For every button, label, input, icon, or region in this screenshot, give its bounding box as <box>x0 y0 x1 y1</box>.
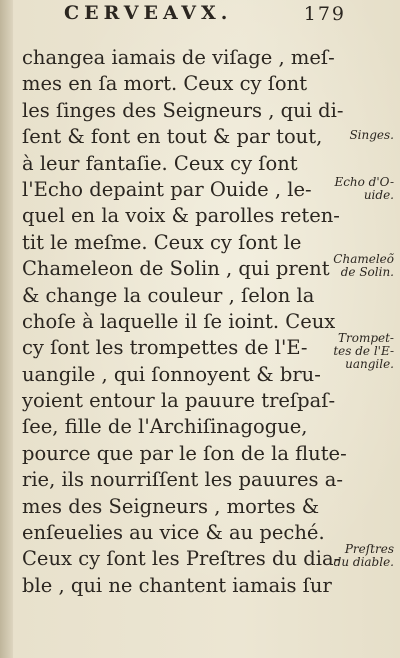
text-line: pource que par le ſon de la flute- <box>22 441 347 465</box>
text-line: mes en ſa mort. Ceux cy ſont <box>22 72 308 96</box>
text-line: les ſinges des Seigneurs , qui di- <box>22 98 344 122</box>
text-line: enſeuelies au vice & au peché. <box>22 521 325 545</box>
marginal-note-line: tes de l'E- <box>333 344 394 358</box>
text-line: uangile , qui ſonnoyent & bru- <box>22 362 321 386</box>
text-line: ſent & font en tout & par tout, <box>22 125 323 149</box>
marginal-note-line: uangile. <box>345 357 394 371</box>
running-head: CERVEAVX. <box>64 2 233 24</box>
marginal-note-echo <box>334 176 394 202</box>
marginal-note-trompettes <box>333 332 394 371</box>
text-line: yoient entour la pauure treſpaſ- <box>22 389 336 413</box>
text-line: Chameleon de Solin , qui prent <box>22 257 330 281</box>
text-line: cy ſont les trompettes de l'E- <box>22 336 308 360</box>
text-line: Ceux cy ſont les Preſtres du dia- <box>22 547 341 571</box>
text-line: à leur fantaſie. Ceux cy ſont <box>22 151 298 175</box>
marginal-note-line: Preſtres <box>344 542 394 556</box>
marginal-note-line: du diable. <box>333 555 394 569</box>
marginal-note-line: Singes. <box>349 128 394 142</box>
marginal-note-line: uide. <box>363 188 394 202</box>
marginal-note-line: Echo d'O- <box>334 175 394 189</box>
marginal-note-line: Trompet- <box>337 331 394 345</box>
page-gutter <box>0 0 13 658</box>
marginal-note-chameleon <box>333 253 394 279</box>
marginal-note-singes <box>349 129 394 142</box>
text-line: choſe à laquelle il ſe ioint. Ceux <box>22 309 336 333</box>
marginal-note-prestres <box>334 543 394 569</box>
text-line: rie, ils nourriſſent les pauures a- <box>22 468 343 492</box>
marginal-note-line: de Solin. <box>340 265 394 279</box>
text-line: quel en la voix & parolles reten- <box>22 204 340 228</box>
text-line: changea iamais de viſage , meſ- <box>22 46 335 69</box>
text-line: & change la couleur , ſelon la <box>22 283 315 307</box>
text-line: ble , qui ne chantent iamais ſur <box>22 573 332 597</box>
marginal-note-line: Chameleõ <box>333 252 394 266</box>
body-text <box>22 45 347 599</box>
page-header <box>54 2 350 32</box>
page-number: 179 <box>303 3 346 25</box>
text-line: tit le meſme. Ceux cy ſont le <box>22 230 302 254</box>
text-line: mes des Seigneurs , mortes & <box>22 494 320 518</box>
text-line: l'Echo depaint par Ouide , le- <box>22 177 312 201</box>
text-line: ſee, fille de l'Archiſinagogue, <box>22 415 308 439</box>
